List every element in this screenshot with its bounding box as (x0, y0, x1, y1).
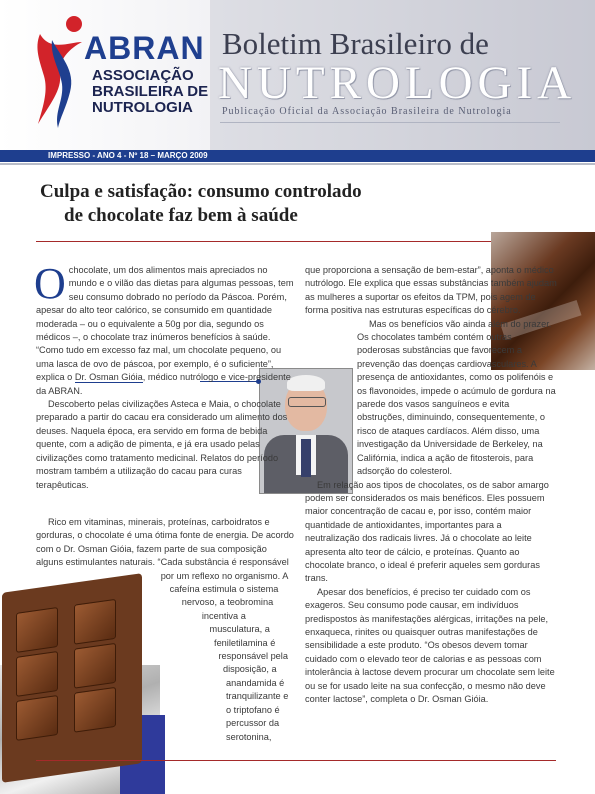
left-column-lower (36, 516, 294, 748)
logo-line-2: BRASILEIRA DE (92, 83, 209, 100)
bottom-rule (36, 760, 556, 761)
masthead-title-main: NUTROLOGIA (218, 57, 577, 109)
right-paragraph-1: que proporciona a sensação de bem-estar”, aponta o médico nutrólogo. Ele explica que essas substâncias também ajudam as mulheres a suportar os efeitos da TPM, pois agem de forma positiva nas estruturas específicas do cérebro. (305, 265, 557, 316)
right-paragraph-3: Em relação aos tipos de chocolates, os de sabor amargo podem ser considerados os mais benéficos. Eles possuem maior concentração de cacau e, por isso, contém maior quantidade de antioxidantes, importantes para a neutralização dos radicais livres. Já o chocolate ao leite apresenta alto teor de cálcio, e proteínas. Quanto ao chocolate branco, o ideal é preferir aqueles sem gorduras trans. (305, 479, 549, 584)
headline-line-1: Culpa e satisfação: consumo controlado (40, 181, 362, 202)
headline-rule (36, 241, 556, 242)
dropcap: O (34, 259, 66, 308)
logo-line-1: ASSOCIAÇÃO (92, 67, 194, 84)
article-headline (40, 180, 540, 228)
right-paragraph-4: Apesar dos benefícios, é preciso ter cuidado com os exageros. Seu consumo pode causar, em indivíduos predispostos às manifestações alérgicas, irritações na pele, enxaqueca, rinites ou quaisquer outras manifestações de sensibilidade a este produto. “Os obesos devem tomar cuidado com o elevado teor de calorias e as pessoas com intolerância à lactose devem procurar um chocolate sem leite ou se for usado leite na sua confecção, o mesmo não deve conter lactose”, completa o Dr. Osman Gióia. (305, 586, 555, 704)
right-column (305, 264, 557, 706)
abran-figure-icon (30, 12, 90, 130)
masthead (0, 0, 595, 150)
masthead-subtitle: Publicação Oficial da Associação Brasileira de Nutrologia (222, 106, 512, 117)
issue-info: IMPRESSO - ANO 4 - Nº 18 – MARÇO 2009 (48, 151, 208, 160)
logo-line-3: NUTROLOGIA (92, 99, 193, 116)
masthead-divider (220, 122, 560, 123)
doctor-name-highlight: Dr. Osman Gióia (74, 372, 143, 383)
logo-abran-text: ABRAN (84, 30, 205, 66)
headline-line-2: de chocolate faz bem à saúde (64, 205, 298, 226)
issue-rule (0, 163, 595, 165)
left-paragraph-1: Ochocolate, um dos alimentos mais apreciados no mundo e o vilão das dietas para algumas pessoas, tem seu consumo dobrado no período da Páscoa. Porém, apesar do alto teor calórico, se consumido em quantidade moderada – ou o equivalente a 50g por dia, segundo os médicos –, o chocolate traz inúmeros benefícios à saúde. “Como tudo em excesso faz mal, um chocolate pequeno, ou uma lasca de ovo de páscoa, por exemplo, é o suficiente”, explica o Dr. Osman Gióia, médico nutrólogo e vice-presidente da ABRAN. (34, 259, 294, 396)
masthead-title-top: Boletim Brasileiro de (222, 26, 489, 61)
right-paragraph-2: Mas os benefícios vão ainda além do prazer. Os chocolates também contém outras poderosas substâncias que favorecem a prevenção das doenças cardiovasculares. A presença de antioxidantes, como os polifenóis e os flavonoides, impede o acúmulo de gordura na parede dos vasos sanguíneos e evita obstruções, diminuindo, consequentemente, o risco de ataques cardíacos. Além disso, uma investigação da Universidade de Berkeley, na Califórnia, indica a ação de fitosterois, para adsorção do colesterol. (357, 318, 556, 477)
left-column (34, 259, 294, 492)
left-paragraph-2: Descoberto pelas civilizações Asteca e Maia, o chocolate preparado a partir do cacau era considerado um alimento dos deuses. Naquela época, era servido em forma de bebida quente, com a adição de pimenta, e já era usado pelas civilizações como tratamento medicinal. Relatos do período mostram também a utilização do cacau para curas terapêuticas. (36, 399, 288, 490)
left-paragraph-3: Rico em vitaminas, minerais, proteínas, carboidratos e gorduras, o chocolate é uma ótima fonte de energia. De acordo com o Dr. Osman Gióia, fazem parte de sua composição alguns estimulantes naturais. “Cada substância é responsável por um reflexo no organismo. A cafeína estimula o sistema nervoso, a teobromina incentiva a musculatura, a feniletilamina é responsável pela disposição, a anandamida é tranquilizante e o triptofano é percussor da serotonina, (36, 517, 294, 742)
